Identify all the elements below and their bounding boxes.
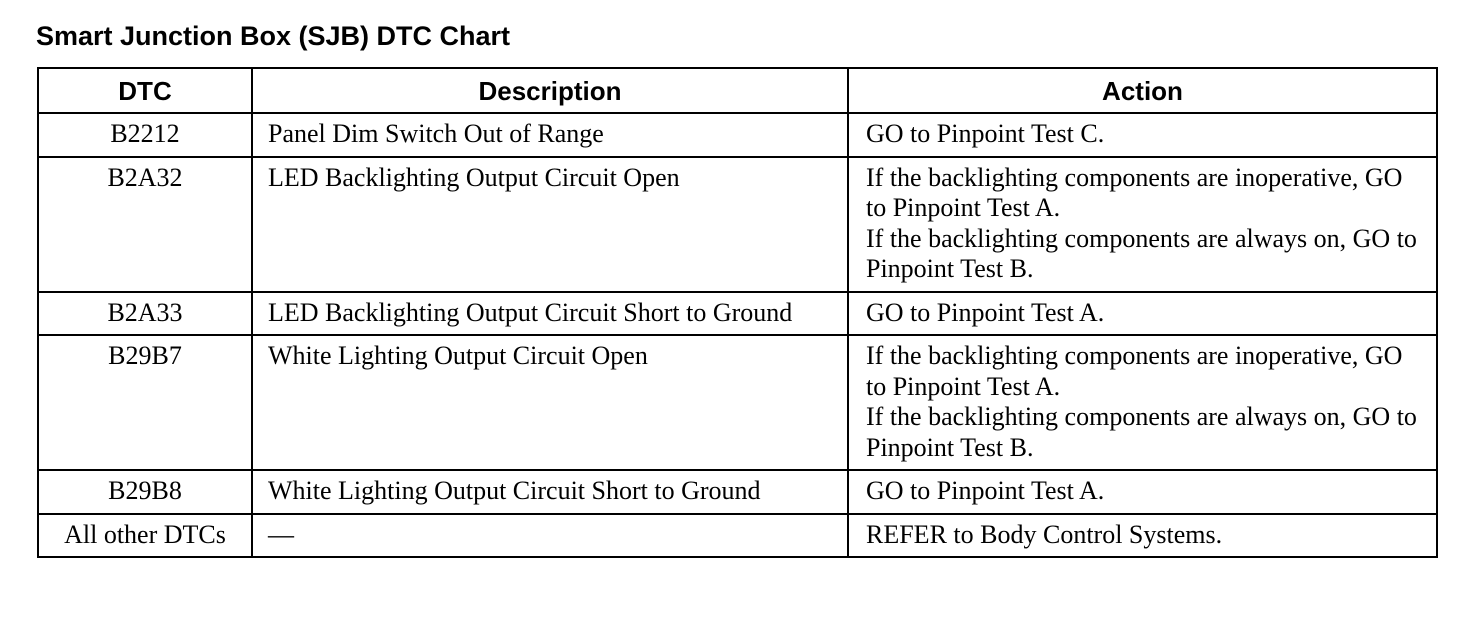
dtc-description: LED Backlighting Output Circuit Open	[252, 157, 848, 292]
action-line: GO to Pinpoint Test A.	[866, 297, 1105, 327]
dtc-action	[848, 292, 1437, 336]
page-title: Smart Junction Box (SJB) DTC Chart	[36, 21, 511, 51]
dtc-description: Panel Dim Switch Out of Range	[252, 113, 848, 157]
table-row	[38, 514, 1437, 558]
dtc-description: White Lighting Output Circuit Open	[252, 335, 848, 470]
action-line: REFER to Body Control Systems.	[866, 519, 1223, 549]
action-line: If the backlighting components are always on, GO to Pinpoint Test B.	[866, 402, 1417, 462]
table-row	[38, 113, 1437, 157]
action-line: If the backlighting components are inoperative, GO to Pinpoint Test A.	[866, 162, 1403, 222]
dtc-action	[848, 470, 1437, 514]
dtc-description: LED Backlighting Output Circuit Short to Ground	[252, 292, 848, 336]
dtc-description: White Lighting Output Circuit Short to Ground	[252, 470, 848, 514]
dtc-code: B2212	[38, 113, 252, 157]
action-line: If the backlighting components are always on, GO to Pinpoint Test B.	[866, 223, 1417, 283]
dtc-code: B29B7	[38, 335, 252, 470]
dtc-description: —	[252, 514, 848, 558]
dtc-code: All other DTCs	[38, 514, 252, 558]
column-header-action: Action	[848, 68, 1437, 113]
column-header-description: Description	[252, 68, 848, 113]
table-row	[38, 292, 1437, 336]
dtc-action	[848, 335, 1437, 470]
table-row	[38, 157, 1437, 292]
dtc-code: B29B8	[38, 470, 252, 514]
table-header-row	[38, 68, 1437, 113]
action-line: GO to Pinpoint Test A.	[866, 476, 1105, 505]
dtc-table	[37, 67, 1438, 558]
dtc-action	[848, 113, 1437, 157]
table-row	[38, 335, 1437, 470]
dtc-action	[848, 157, 1437, 292]
dtc-action	[848, 514, 1437, 558]
dtc-code: B2A33	[38, 292, 252, 336]
action-line: GO to Pinpoint Test C.	[866, 119, 1105, 148]
table-row	[38, 470, 1437, 514]
dtc-code: B2A32	[38, 157, 252, 292]
action-line: If the backlighting components are inoperative, GO to Pinpoint Test A.	[866, 341, 1403, 401]
column-header-dtc: DTC	[38, 68, 252, 113]
